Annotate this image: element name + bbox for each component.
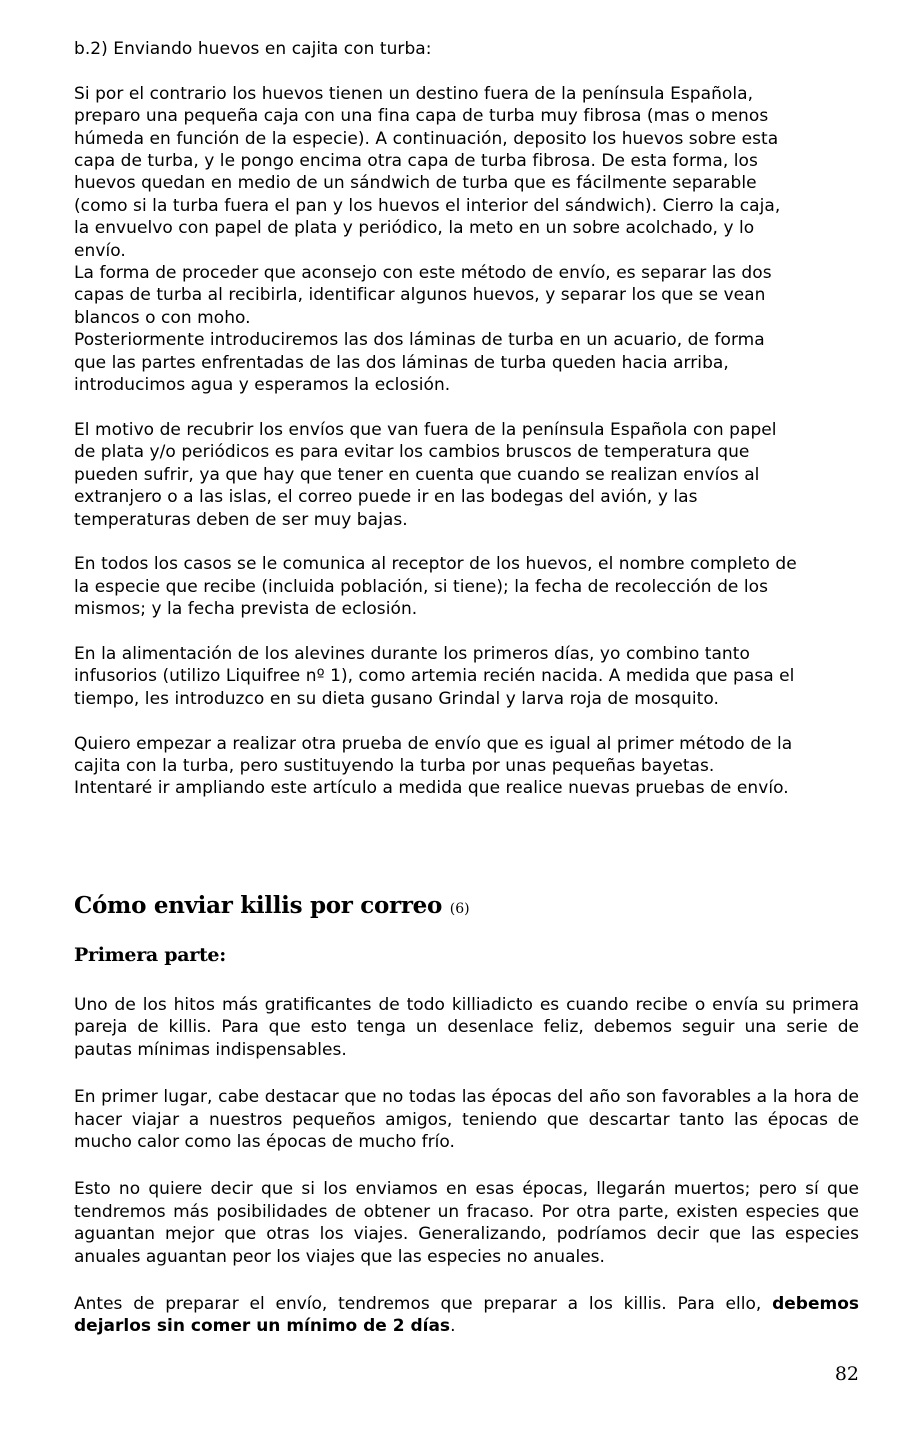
paragraph: En todos los casos se le comunica al receptor de los huevos, el nombre completo de la especie que recibe (incluida población, si tiene); la fecha de recolección de los mismos; y la fecha prevista de eclosión.	[74, 554, 797, 620]
paragraph-text: Antes de preparar el envío, tendremos que preparar a los killis. Para ello,	[74, 1294, 773, 1315]
section-b2-heading: b.2) Enviando huevos en cajita con turba:	[74, 39, 432, 59]
article-title-text: Cómo enviar killis por correo	[74, 892, 443, 919]
upper-text-block	[74, 38, 859, 800]
article-title-ref: (6)	[449, 901, 470, 917]
paragraph: En primer lugar, cabe destacar que no todas las épocas del año son favorables a la hora de hacer viajar a nuestros pequeños amigos, teniendo que descartar tanto las épocas de mucho calor como las épocas de mucho frío.	[74, 1087, 859, 1153]
paragraph: Posteriormente introduciremos las dos láminas de turba en un acuario, de forma que las partes enfrentadas de las dos láminas de turba queden hacia arriba, introducimos agua y esperamos la eclosión.	[74, 330, 765, 396]
paragraph: Si por el contrario los huevos tienen un destino fuera de la península Española, preparo una pequeña caja con una fina capa de turba muy fibrosa (mas o menos húmeda en función de la especie). A continuación, deposito los huevos sobre esta capa de turba, y le pongo encima otra capa de turba fibrosa. De esta forma, los huevos quedan en medio de un sándwich de turba que es fácilmente separable (como si la turba fuera el pan y los huevos el interior del sándwich). Cierro la caja, la envuelvo con papel de plata y periódico, la meto en un sobre acolchado, y lo envío.	[74, 83, 781, 261]
article-title	[74, 892, 470, 919]
paragraph-with-emphasis	[74, 1293, 859, 1338]
paragraph-end: .	[450, 1316, 456, 1337]
article-body	[74, 994, 859, 1363]
article-subtitle: Primera parte:	[74, 944, 226, 966]
paragraph: El motivo de recubrir los envíos que van fuera de la península Española con papel de plata y/o periódicos es para evitar los cambios bruscos de temperatura que pueden sufrir, ya que hay que tener en cuenta que cuando se realizan envíos al extranjero o a las islas, el correo puede ir en las bodegas del avión, y las temperaturas deben de ser muy bajas.	[74, 419, 777, 530]
paragraph: Esto no quiere decir que si los enviamos en esas épocas, llegarán muertos; pero sí que tendremos más posibilidades de obtener un fracaso. Por otra parte, existen especies que aguantan mejor que otras los viajes. Generalizando, podríamos decir que las especies anuales aguantan peor los viajes que las especies no anuales.	[74, 1179, 859, 1267]
emphasis-text: debemos dejarlos sin comer un mínimo de 2 días	[74, 1294, 859, 1337]
paragraph: En la alimentación de los alevines durante los primeros días, yo combino tanto infusorios (utilizo Liquifree nº 1), como artemia recién nacida. A medida que pasa el tiempo, les introduzco en su dieta gusano Grindal y larva roja de mosquito.	[74, 643, 795, 709]
paragraph: Quiero empezar a realizar otra prueba de envío que es igual al primer método de la cajita con la turba, pero sustituyendo la turba por unas pequeñas bayetas. Intentaré ir ampliando este artículo a medida que realice nuevas pruebas de envío.	[74, 733, 793, 799]
paragraph: Uno de los hitos más gratificantes de todo killiadicto es cuando recibe o envía su primera pareja de killis. Para que esto tenga un desenlace feliz, debemos seguir una serie de pautas mínimas indispensables.	[74, 995, 859, 1060]
page-number: 82	[834, 1363, 859, 1385]
paragraph: La forma de proceder que aconsejo con este método de envío, es separar las dos capas de turba al recibirla, identificar algunos huevos, y separar los que se vean blancos o con moho.	[74, 263, 772, 328]
